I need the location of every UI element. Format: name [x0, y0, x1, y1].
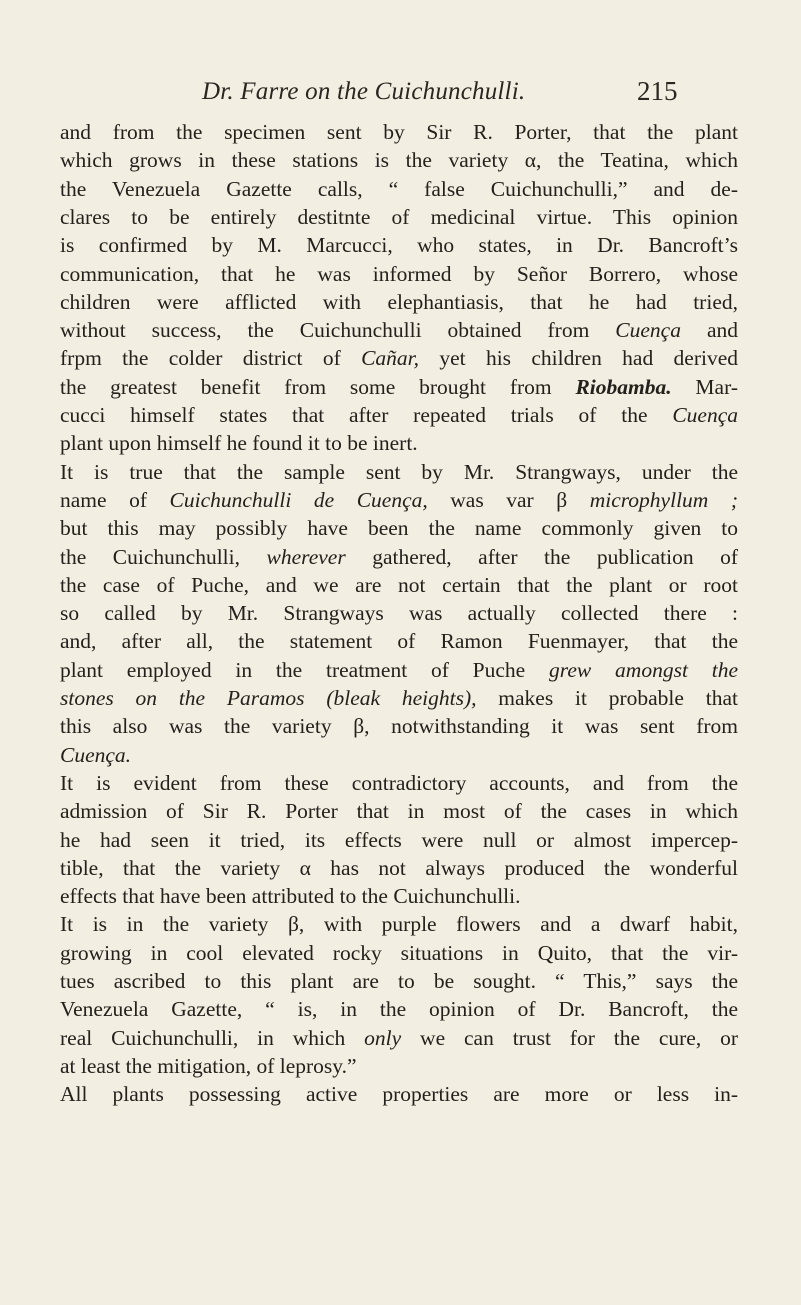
text-segment: and — [680, 318, 738, 343]
text-segment: tues ascribed to this plant are to be sought. “ This,” says the — [60, 969, 738, 993]
text-segment: but this may possibly have been the name commonly given to — [60, 516, 738, 541]
text-segment: without success, the Cuichunchulli obtained from — [60, 318, 616, 343]
text-line — [60, 882, 738, 910]
text-segment: at least the mitigation, of leprosy.” — [60, 1053, 357, 1078]
text-segment: tible, that the variety α has not always produced the wonderful — [60, 855, 738, 880]
text-segment: growing in cool elevated rocky situations in Quito, that the vir- — [60, 940, 738, 965]
emphasis-text: Cuichunchulli de Cuença, — [169, 487, 428, 512]
text-segment: All plants possessing active properties are more or less in- — [60, 1082, 738, 1107]
text-segment: and from the specimen sent by Sir R. Porter, that the plant — [60, 120, 738, 144]
text-line — [60, 741, 738, 769]
text-line — [60, 826, 738, 854]
emphasis-text: microphyllum ; — [589, 487, 739, 512]
text-line — [60, 939, 738, 967]
text-line — [60, 854, 738, 882]
text-segment: yet his children had derived — [419, 346, 739, 371]
text-line — [60, 231, 738, 259]
text-line — [60, 401, 738, 429]
text-line — [60, 316, 738, 344]
text-line — [60, 1052, 738, 1080]
text-line — [60, 995, 738, 1023]
text-line — [60, 203, 738, 231]
text-segment: name of — [60, 487, 170, 512]
emphasis-text: Cuença — [615, 318, 681, 343]
text-line — [60, 260, 738, 288]
emphasis-text: only — [364, 1025, 402, 1050]
text-line — [60, 486, 738, 514]
text-line — [60, 288, 738, 316]
text-segment: plant employed in the treatment of Puche — [60, 657, 550, 682]
text-segment: Venezuela Gazette, “ is, in the opinion of Dr. Bancroft, the — [60, 997, 738, 1022]
text-line — [60, 344, 738, 372]
text-segment: so called by Mr. Strangways was actually collected there : — [60, 601, 738, 626]
text-segment: It is true that the sample sent by Mr. Strangways, under the — [60, 459, 738, 484]
text-segment: It is in the variety β, with purple flowers and a dwarf habit, — [60, 912, 738, 937]
text-line — [60, 146, 738, 174]
text-segment: It is evident from these contradictory accounts, and from the — [60, 770, 738, 795]
text-segment: this also was the variety β, notwithstanding it was sent from — [60, 714, 738, 739]
text-line — [60, 1080, 738, 1108]
text-line — [60, 656, 738, 684]
text-line — [60, 967, 738, 995]
text-line — [60, 429, 738, 457]
text-segment: clares to be entirely destitnte of medicinal virtue. This opinion — [60, 204, 738, 229]
text-segment: plant upon himself he found it to be inert. — [60, 431, 418, 456]
text-line — [60, 571, 738, 599]
text-line — [60, 514, 738, 542]
text-line — [60, 627, 738, 655]
text-segment: frpm the colder district of — [60, 346, 362, 371]
text-line — [60, 458, 738, 486]
running-title: Dr. Farre on the Cuichunchulli. — [202, 78, 526, 105]
text-segment: he had seen it tried, its effects were null or almost impercep- — [60, 827, 738, 852]
text-segment: Mar- — [671, 374, 738, 399]
text-segment: real Cuichunchulli, in which — [60, 1025, 365, 1050]
text-segment: the Venezuela Gazette calls, “ false Cuichunchulli,” and de- — [60, 176, 738, 201]
emphasis-text: stones on the Paramos (bleak heights), — [60, 686, 477, 710]
text-line — [60, 175, 738, 203]
text-segment: children were afflicted with elephantiasis, that he had tried, — [60, 289, 738, 314]
page-number: 215 — [637, 76, 678, 106]
page-header — [0, 76, 801, 116]
text-segment: and, after all, the statement of Ramon Fuenmayer, that the — [60, 629, 738, 654]
emphasis-text: Cuença — [672, 403, 738, 427]
text-line — [60, 543, 738, 571]
text-segment: the greatest benefit from some brought from — [60, 374, 576, 399]
text-segment: admission of Sir R. Porter that in most of the cases in which — [60, 799, 738, 824]
text-line — [60, 599, 738, 627]
text-segment: communication, that he was informed by Señor Borrero, whose — [60, 261, 738, 286]
text-segment: makes it probable that — [476, 686, 738, 710]
text-segment: we can trust for the cure, or — [401, 1025, 738, 1050]
text-line — [60, 797, 738, 825]
emphasis-text: Cuença. — [60, 742, 132, 767]
emphasis-text: wherever — [266, 544, 346, 569]
text-segment: which grows in these stations is the variety α, the Teatina, which — [60, 148, 738, 173]
text-segment: was var β — [427, 487, 590, 512]
text-segment: gathered, after the publication of — [345, 544, 738, 569]
text-line — [60, 769, 738, 797]
text-segment: is confirmed by M. Marcucci, who states, in Dr. Bancroft’s — [60, 233, 738, 258]
text-segment: the Cuichunchulli, — [60, 544, 267, 569]
emphasis-text: grew amongst the — [549, 657, 738, 682]
text-line — [60, 910, 738, 938]
text-line — [60, 373, 738, 401]
text-segment: effects that have been attributed to the Cuichunchulli. — [60, 884, 521, 909]
emphasis-text: Riobamba. — [575, 374, 672, 399]
text-line — [60, 712, 738, 740]
text-segment: cucci himself states that after repeated trials of the — [60, 403, 673, 427]
text-line — [60, 118, 738, 146]
text-line — [60, 1024, 738, 1052]
emphasis-text: Cañar, — [361, 346, 420, 371]
text-line — [60, 684, 738, 712]
text-segment: the case of Puche, and we are not certain that the plant or root — [60, 572, 738, 597]
